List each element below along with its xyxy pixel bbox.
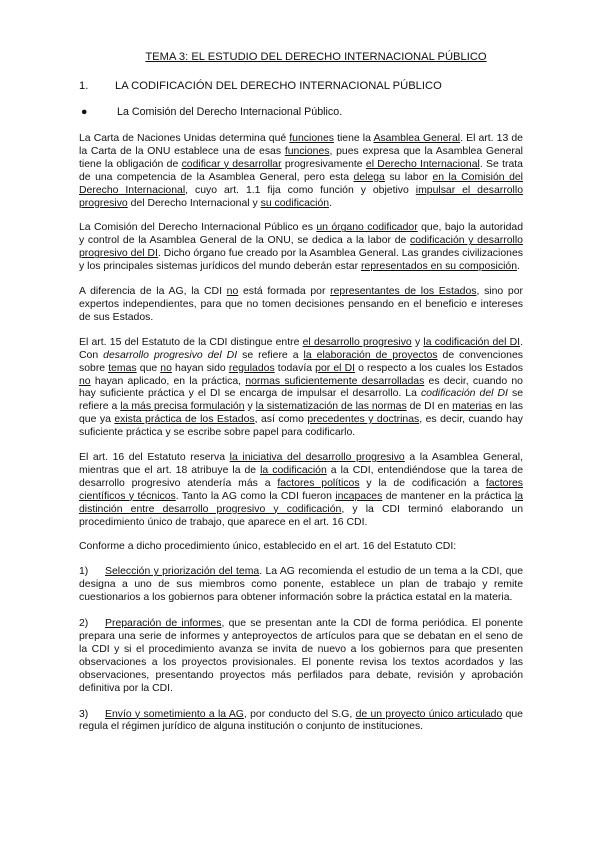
bullet-text: La Comisión del Derecho Internacional Público. [117,106,343,118]
section-number: 1. [79,80,89,92]
section-heading [79,79,523,93]
paragraph-comision: La Comisión del Derecho Internacional Público es un órgano codificador que, bajo la autoridad y control de la Asamblea General de la ONU, se dedica a la labor de codificación y desarrollo progresivo del DI. Dicho órgano fue creado por la Asamblea General. Las grandes civilizaciones y los principales sistemas jurídicos del mundo deberán estar representados en su composición. [79,222,523,273]
paragraph-carta-onu: La Carta de Naciones Unidas determina qué funciones tiene la Asamblea General. El art. 13 de la Carta de la ONU establece una de esas funciones, pues expresa que la Asamblea General tiene la obligación de codificar y desarrollar progresivamente el Derecho Internacional. Se trata de una competencia de la Asamblea General, pero esta delega su labor en la Comisión del Derecho Internacional, cuyo art. 1.1 fija como función y objetivo impulsar el desarrollo progresivo del Derecho Internacional y su codificación. [79,133,523,209]
list-item: 3) Envío y sometimiento a la AG, por conducto del S.G, de un proyecto único articulado que regula el régimen jurídico de alguna institución o conjunto de instituciones. [79,708,523,733]
list-item: 1) Selección y priorización del tema. La AG recomienda el estudio de un tema a la CDI, que designa a uno de sus miembros como ponente, establece un plan de trabajo y remite cuestionarios a los gobiernos para obtener información sobre la práctica estatal en la materia. [79,566,524,604]
document-content [79,50,523,747]
paragraph-art-15: El art. 15 del Estatuto de la CDI distingue entre el desarrollo progresivo y la codificación del DI. Con desarrollo progresivo del DI se refiere a la elaboración de proyectos de convenciones sobre temas que no hayan sido regulados todavía por el DI o respecto a los cuales los Estados no hayan aplicado, en la práctica, normas suficientemente desarrolladas es decir, cuando no hay suficiente práctica y el DI se encarga de impulsar el desarrollo. La codificación del DI se refiere a la más precisa formulación y la sistematización de las normas de DI en materias en las que ya exista práctica de los Estados, así como precedentes y doctrinas, es decir, cuando hay suficiente práctica y se escribe sobre papel para codificarlo. [79,336,524,439]
bullet-item [79,105,523,119]
paragraph-procedimiento: Conforme a dicho procedimiento único, establecido en el art. 16 del Estatuto CDI: [79,541,457,553]
page-title: TEMA 3: EL ESTUDIO DEL DERECHO INTERNACIONAL PÚBLICO [145,51,487,63]
paragraph-diferencia: A diferencia de la AG, la CDI no está formada por representantes de los Estados, sino por expertos independientes, para que no tomen decisiones pensando en el beneficio e intereses de sus Estados. [79,286,524,323]
list-item: 2) Preparación de informes, que se presentan ante la CDI de forma periódica. El ponente prepara una serie de informes y anteproyectos de artículos para que se debatan en el seno de la CDI y si el procedimiento avanza se invita de nuevo a los gobiernos para que presenten observaciones a los proyectos provisionales. El ponente revisa los textos acordados y las observaciones, presentando proyectos más perfilados para debate, revisión y aprobación definitiva por la CDI. [79,618,523,694]
paragraph-art-16: El art. 16 del Estatuto reserva la iniciativa del desarrollo progresivo a la Asamblea General, mientras que el art. 18 atribuye la de la codificación a la CDI, entendiéndose que la tarea de desarrollo progresivo atendería más a factores políticos y la de codificación a factores científicos y técnicos. Tanto la AG como la CDI fueron incapaces de mantener en la práctica la distinción entre desarrollo progresivo y codificación, y la CDI terminó elaborando un procedimiento único de trabajo, que aparece en el art. 16 CDI. [79,452,523,528]
bullet-icon: ● [81,106,88,118]
section-heading-text: LA CODIFICACIÓN DEL DERECHO INTERNACIONAL PÚBLICO [115,80,442,92]
